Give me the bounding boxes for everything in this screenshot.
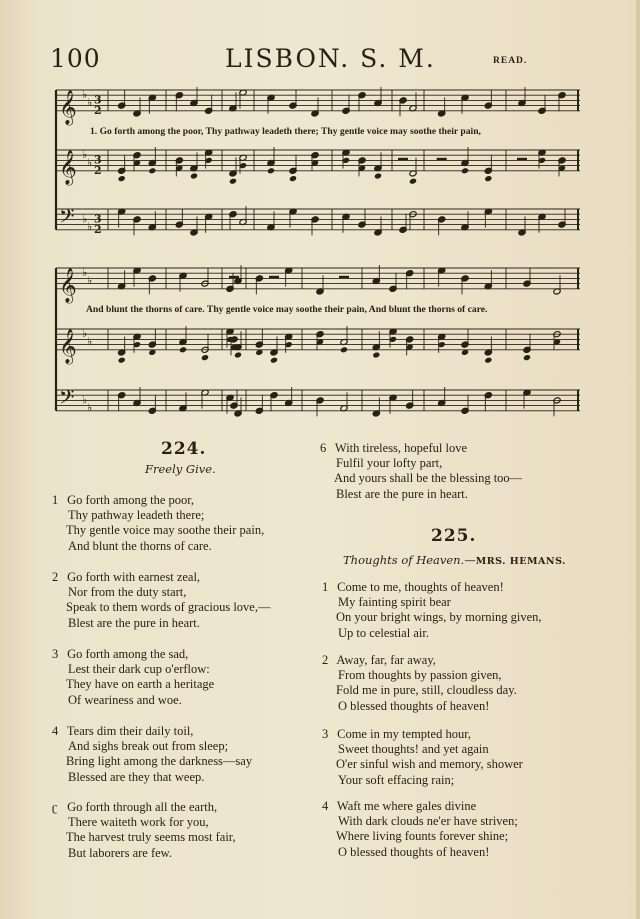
stanza-line: 3 Go forth among the sad, bbox=[52, 647, 189, 661]
stanza-line: 2 Go forth with earnest zeal, bbox=[52, 570, 201, 584]
note-head bbox=[484, 357, 492, 364]
note-head bbox=[484, 175, 492, 182]
note-head bbox=[148, 167, 156, 174]
stanza-line: Speak to them words of gracious love,— bbox=[66, 600, 271, 615]
time-signature: 3 bbox=[94, 153, 102, 167]
stanza-line: From thoughts by passion given, bbox=[338, 668, 502, 683]
stanza-line: Blessed are they that weep. bbox=[68, 769, 205, 784]
note-head bbox=[340, 346, 348, 353]
stanza-line: But laborers are few. bbox=[68, 845, 173, 860]
stanza-line: O'er sinful wish and memory, shower bbox=[336, 757, 523, 772]
rest-mark bbox=[517, 158, 527, 161]
note-head bbox=[229, 178, 237, 185]
note-head bbox=[374, 172, 382, 179]
stanza-number: 1 bbox=[322, 580, 329, 594]
rest-mark bbox=[269, 276, 279, 279]
stanza-line: Fold me in pure, still, cloudless day. bbox=[336, 683, 517, 698]
stanza-line: 6 With tireless, hopeful love bbox=[320, 441, 468, 455]
stanza-line: O blessed thoughts of heaven! bbox=[338, 698, 490, 713]
stanza-line: With dark clouds ne'er have striven; bbox=[338, 814, 518, 829]
stanza-line: There waiteth work for you, bbox=[68, 815, 209, 830]
hymn-number-225: 225. bbox=[431, 526, 477, 546]
flat-icon: ♭ bbox=[82, 148, 88, 162]
stanza-number: 3 bbox=[52, 647, 59, 661]
stanza-line: Of weariness and woe. bbox=[68, 692, 182, 707]
note-head bbox=[190, 172, 198, 179]
note-head bbox=[409, 178, 417, 185]
note-head bbox=[118, 357, 126, 364]
time-signature: 2 bbox=[94, 103, 102, 117]
flat-icon: ♭ bbox=[87, 401, 93, 415]
stanza-224-2 bbox=[52, 570, 270, 631]
note-head bbox=[461, 167, 469, 174]
note-head bbox=[118, 175, 126, 182]
note-head bbox=[179, 346, 187, 353]
time-signature: 2 bbox=[94, 222, 102, 236]
time-signature: 2 bbox=[94, 163, 102, 177]
stanza-line: Sweet thoughts! and yet again bbox=[338, 742, 489, 757]
stanza-number: ʗ bbox=[52, 800, 58, 814]
stanza-224-1 bbox=[52, 493, 264, 554]
tune-title: LISBON. S. M. bbox=[225, 44, 436, 73]
composer-name: READ. bbox=[493, 56, 528, 66]
flat-icon: ♭ bbox=[82, 393, 88, 407]
stanza-number: 4 bbox=[322, 799, 329, 813]
stanza-225-1 bbox=[322, 580, 542, 641]
lyric-line-2: And blunt the thorns of care. Thy gentle voice may soothe their pain, And blunt the thorns of care. bbox=[86, 304, 488, 315]
treble-clef-icon: 𝄞 bbox=[59, 328, 77, 364]
stanza-number: 4 bbox=[52, 724, 59, 738]
stanza-line: Fulfil your lofty part, bbox=[336, 456, 443, 471]
stanza-line: 4 Tears dim their daily toil, bbox=[52, 724, 194, 738]
stanza-line: 4 Waft me where gales divine bbox=[322, 799, 477, 813]
stanza-line: Lest their dark cup o'erflow: bbox=[68, 662, 210, 677]
stanza-225-3 bbox=[322, 727, 523, 788]
flat-icon: ♭ bbox=[82, 88, 88, 102]
flat-icon: ♭ bbox=[87, 96, 93, 109]
flat-icon: ♭ bbox=[87, 156, 93, 169]
treble-clef-icon: 𝄞 bbox=[59, 89, 77, 125]
stanza-line: Your soft effacing rain; bbox=[338, 772, 455, 787]
stanza-line: 1 Go forth among the poor, bbox=[52, 493, 195, 507]
stanza-line: ʗ Go forth through all the earth, bbox=[52, 800, 218, 814]
flat-icon: ♭ bbox=[82, 327, 88, 341]
note-head bbox=[267, 167, 275, 174]
note-head bbox=[234, 351, 242, 358]
note-head bbox=[372, 351, 380, 358]
treble-clef-icon: 𝄞 bbox=[59, 267, 77, 303]
flat-icon: ♭ bbox=[87, 335, 93, 348]
hymn-subtitle-text: Thoughts of Heaven.— bbox=[343, 553, 476, 567]
stanza-line: Blest are the pure in heart. bbox=[336, 486, 468, 501]
flat-icon: ♭ bbox=[87, 274, 93, 287]
stanza-225-2 bbox=[322, 653, 517, 714]
stanza-line: Thy gentle voice may soothe their pain, bbox=[66, 523, 265, 538]
flat-icon: ♭ bbox=[82, 212, 88, 226]
stanza-224-5 bbox=[52, 800, 236, 861]
stanza-line: Up to celestial air. bbox=[338, 625, 429, 640]
time-signature: 3 bbox=[94, 93, 102, 107]
flat-icon: ♭ bbox=[87, 220, 93, 234]
stanza-line: And blunt the thorns of care. bbox=[68, 538, 212, 553]
stanza-line: Bring light among the darkness—say bbox=[66, 754, 253, 769]
time-signature: 3 bbox=[94, 212, 102, 226]
hymn-subtitle-225 bbox=[343, 553, 566, 567]
stanza-line: 1 Come to me, thoughts of heaven! bbox=[322, 580, 504, 594]
stanza-line: On your bright wings, by morning given, bbox=[336, 610, 542, 625]
stanza-225-4 bbox=[322, 799, 518, 860]
stanza-number: 6 bbox=[320, 441, 327, 455]
rest-mark bbox=[398, 158, 408, 161]
treble-clef-icon: 𝄞 bbox=[59, 149, 77, 185]
flat-icon: ♭ bbox=[82, 266, 88, 280]
bass-clef-icon: 𝄢 bbox=[59, 204, 75, 233]
note-head bbox=[523, 354, 531, 361]
stanza-224-6 bbox=[320, 441, 522, 502]
hymn-number-224: 224. bbox=[161, 439, 207, 459]
stanza-line: The harvest truly seems most fair, bbox=[66, 830, 236, 845]
rest-mark bbox=[339, 276, 349, 279]
stanza-line: Where living founts forever shine; bbox=[336, 829, 509, 844]
stanza-line: 2 Away, far, far away, bbox=[322, 653, 436, 667]
page-number: 100 bbox=[50, 44, 101, 73]
stanza-line: O blessed thoughts of heaven! bbox=[338, 844, 490, 859]
hymn-subtitle-224: Freely Give. bbox=[145, 462, 216, 476]
stanza-line: Thy pathway leadeth there; bbox=[68, 508, 205, 523]
bass-clef-icon: 𝄢 bbox=[59, 385, 75, 414]
stanza-line: Nor from the duty start, bbox=[68, 585, 187, 600]
stanza-224-3 bbox=[52, 647, 214, 708]
hymn-author: MRS. HEMANS. bbox=[475, 556, 566, 567]
music-score bbox=[0, 0, 640, 430]
stanza-224-4 bbox=[52, 724, 252, 785]
stanza-line: And sighs break out from sleep; bbox=[68, 739, 229, 754]
stanza-number: 2 bbox=[322, 653, 329, 667]
stanza-line: 3 Come in my tempted hour, bbox=[322, 727, 471, 741]
stanza-number: 3 bbox=[322, 727, 329, 741]
note-head bbox=[201, 354, 209, 361]
note-head bbox=[289, 175, 297, 182]
stanza-line: And yours shall be the blessing too— bbox=[334, 471, 523, 486]
stanza-line: My fainting spirit bear bbox=[338, 595, 451, 610]
stanza-line: They have on earth a heritage bbox=[66, 677, 215, 692]
rest-mark bbox=[437, 158, 447, 161]
note-head bbox=[270, 357, 278, 364]
lyric-line-1: 1. Go forth among the poor, Thy pathway leadeth there; Thy gentle voice may soothe their pain, bbox=[90, 126, 481, 137]
stanza-number: 1 bbox=[52, 493, 59, 507]
stanza-number: 2 bbox=[52, 570, 59, 584]
stanza-line: Blest are the pure in heart. bbox=[68, 615, 200, 630]
